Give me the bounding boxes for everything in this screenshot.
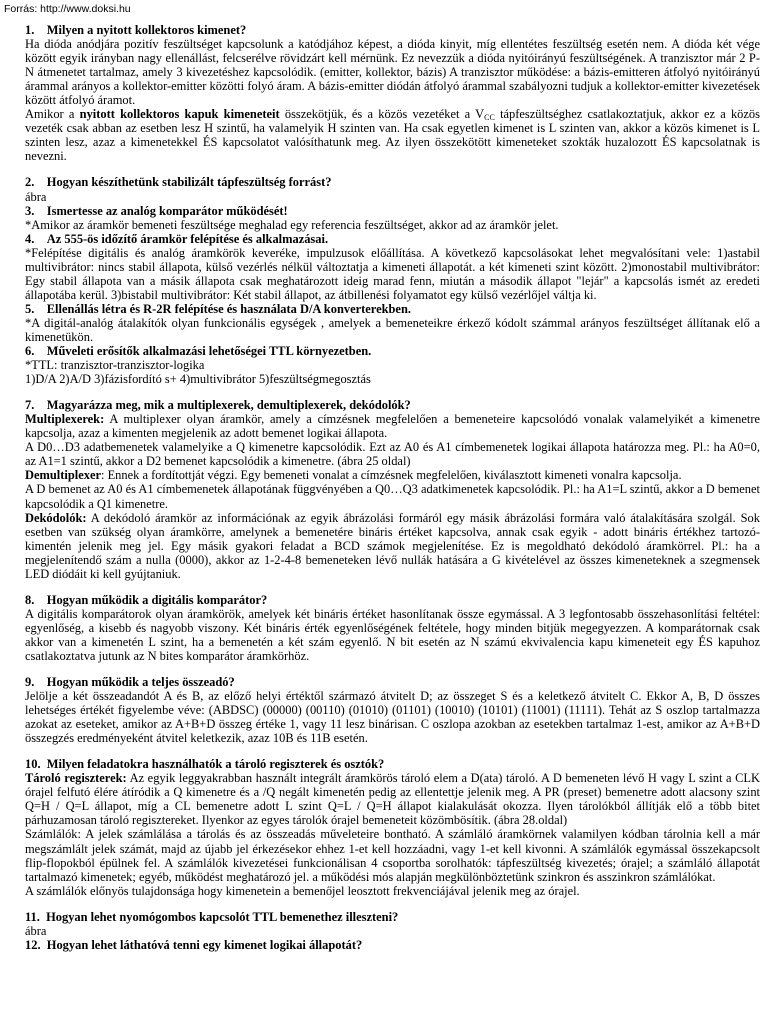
question-3-title: 3. Ismertesse az analóg komparátor működését! bbox=[25, 203, 288, 218]
question-11-paragraph: ábra bbox=[25, 923, 47, 938]
counter-paragraph-2: A számlálók előnyös tulajdonsága hogy kimenetein a bemenőjel leosztott frekvenciájával jelenik meg az órajel. bbox=[25, 883, 580, 898]
text-run: Amikor a bbox=[25, 107, 80, 122]
spacer bbox=[25, 745, 760, 757]
question-5-title: 5. Ellenállás létra és R-2R felépítése és használata D/A konverterekben. bbox=[25, 301, 411, 316]
question-3-paragraph: *Amikor az áramkör bemeneti feszültsége meghalad egy referencia feszültséget, akkor ad az áramkör jelet. bbox=[25, 217, 559, 232]
text-run: tápfeszültséghez csatlakoztatjuk, akkor ez a közös vezeték csak abban az esetben lesz H szintű, ha valamelyik H szinten van. Ha csak egyetlen kimenet is L szinten van, akkor a közös kimenet is L szinten lesz, azaz a kimenetekkel ÉS kapcsolatot valósíthatunk meg. Az ilyen összekötött kimeneteket szokták huzalozott ÉS kapcsolatnak is nevezni. bbox=[25, 107, 760, 164]
text-run: összekötjük, és a közös vezetéket a V bbox=[279, 107, 485, 122]
document-body bbox=[25, 23, 760, 952]
bold-term: Multiplexerek: bbox=[25, 412, 105, 427]
question-7-title: 7. Magyarázza meg, mik a multiplexerek, demultiplexerek, dekódolók? bbox=[25, 398, 411, 413]
question-1-paragraph-2 bbox=[25, 107, 760, 163]
spacer bbox=[25, 663, 760, 675]
register-paragraph bbox=[25, 771, 760, 827]
multiplexer-paragraph-2: A D0…D3 adatbemenetek valamelyike a Q kimenetre kapcsolódik. Ezt az A0 és A1 címbemenetek logikai állapota határozza meg. Pl.: ha A0=0, az A1=1 szintű, akkor a D2 bemenet kapcsolódik a kimenetre. (ábra 25 oldal) bbox=[25, 440, 760, 469]
bold-term: Dekódolók: bbox=[25, 510, 87, 525]
question-9-paragraph: Jelölje a két összeadandót A és B, az előző helyi értéktől származó átvitelt D; az összeget S és a keletkező átvitelt C. Ekkor A, B, D összes lehetséges értékét figyelembe véve: (ABDSC) (00000) (00110) (01010) (01101) (10010) (10101) (11001) (11111). Tehát az S oszlop tartalmazza azokat az eseteket, amikor az A+B+D összeg értéke 1, vagy 11 lesz binárisan. C oszlopa azokban az esetekben tartalmaz 1-est, amikor az A+B+D összegzés eredményeként átvitel keletkezik, azaz 10B és 11B esetén. bbox=[25, 689, 760, 746]
question-4-paragraph: *Felépítése digitális és analóg áramkörök keveréke, impulzusok előállítása. A következő kapcsolásokat lehet megvalósítani vele: 1)astabil multivibrátor: nincs stabil állapota, külső vezérlés nélkül változtatja a kimeneti állapotát. a két kimeneti szint között. 2)monostabil multivibrátor: Egy stabil állapota van a másik állapota csak meghatározott ideig marad fenn, miután a második állapot "lejár" a kapcsolás ismét az eredeti állapotába kerül. 3)bistabil multivibrátor: Két stabil állapot, az átbillenési folyamatot egy külső vezérlőjel váltja ki. bbox=[25, 245, 760, 302]
question-11-title: 11. Hogyan lehet nyomógombos kapcsolót TTL bemenethez illeszteni? bbox=[25, 909, 399, 924]
text-run: Az egyik leggyakrabban használt integrált áramkörös tároló elem a D(ata) tároló. A D bemeneten lévő H vagy L szint a CLK órajel felfutó élére átíródik a Q kimenetre és a /Q negált kimenetén pedig az ellentettje jelenik meg. A PR (preset) bemenetre adott alacsony szint Q=H / Q=L állapot, míg a CL bemenetre adott L szint Q=L / Q=H állapot kialakulását okozza. Ilyen tárolókból állítják elő a több bitet párhuzamosan tároló regisztereket. Ilyenkor az egyes tárolók órajel bemeneteit közömbösítik. (ábra 28.oldal) bbox=[25, 771, 761, 828]
text-run: A multiplexer olyan áramkör, amely a címzésnek megfelelően a bemeneteire kapcsolódó vonalak valamelyikét a kimenetre kapcsolja, azaz a kimenten megjelenik az adott bemenet logikai állapota. bbox=[25, 412, 760, 441]
demultiplexer-paragraph bbox=[25, 468, 760, 482]
question-9-title: 9. Hogyan működik a teljes összeadó? bbox=[25, 675, 235, 690]
spacer bbox=[25, 163, 760, 175]
question-1-paragraph: Ha dióda anódjára pozitív feszültséget kapcsolunk a katódjához képest, a dióda kinyit, míg ellentétes feszültség esetén nem. A dióda két vége között egyik irányban nagy ellenállást, felcserélve rövidzárt kell mérnünk. Ez nevezzük a dióda nyitóirányú feszültségének. A tranzisztor már 2 P-N átmenetet tartalmaz, amely 3 kivezetéshez kapcsolódik. (emitter, kollektor, bázis) A tranzisztor működése: a bázis-emitteren átfolyó nyitóirányú árammal arányos a kollektor-emitter közötti folyó áram. A bázis-emitter diódán átfolyó árammal szabályozni tudjuk a kollektor-emitter kivezetések között átfolyó áramot. bbox=[25, 37, 760, 108]
bold-term: nyitott kollektoros kapuk kimeneteit bbox=[79, 107, 280, 122]
bold-term: Tároló regiszterek: bbox=[25, 771, 127, 786]
question-2-title: 2. Hogyan készíthetünk stabilizált tápfeszültség forrást? bbox=[25, 175, 332, 190]
counter-paragraph: Számlálók: A jelek számlálása a tárolás és az összeadás műveleteire bontható. A számláló áramkörnek valamilyen kódban tárolnia kell a már megszámlált jelek számát, majd az újabb jel érkezésekor ehhez 1-et kell hozzáadni, vagy 1-et kell kivonni. A számlálók egymással összekapcsolt flip-flopokból épülnek fel. A számlálók kivezetései funkcionálisan 4 csoportba sorolhatók: tápfeszültség kivezetés; órajel; a számláló állapotát tartalmazó kimenetek; egyéb, működést meghatározó jel. a működési mós alapján megkülönböztetünk szinkron és asszinkron számlálókat. bbox=[25, 827, 760, 884]
decoder-paragraph bbox=[25, 511, 760, 581]
question-12-title: 12. Hogyan lehet láthatóvá tenni egy kimenet logikai állapotát? bbox=[25, 937, 363, 952]
demultiplexer-paragraph-2: A D bemenet az A0 és A1 címbemenetek állapotának függvényében a Q0…Q3 adatkimenetek kapcsolódik. Pl.: ha A1=L szintű, akkor a D bemenet kapcsolódik a Q1 kimenetre. bbox=[25, 482, 760, 511]
source-line: Forrás: http://www.doksi.hu bbox=[4, 3, 131, 15]
question-10-title: 10. Milyen feladatokra használhatók a tároló regiszterek és osztók? bbox=[25, 757, 385, 772]
question-6-title: 6. Műveleti erősítők alkalmazási lehetőségei TTL környezetben. bbox=[25, 344, 372, 359]
spacer bbox=[25, 581, 760, 593]
spacer bbox=[25, 898, 760, 910]
text-run: A dekódoló áramkör az információnak az egyik ábrázolási formáról egy másik ábrázolási formára való átalakítására szolgál. Sok esetben van szükség olyan áramkörre, amelynek a bemenetére bináris értéket kapcsolva, annak csak egyik - adott bináris értékhez tartozó- kimentén jelenik meg jel. Egy másik gyakori feladat a BCD számok megjelenítése. Ez is megoldható dekódoló áramkörrel. Pl.: ha a megjelenítendő szám a nulla (0000), akkor az 1-2-4-8 bemeneteken lévő nullák hatására a G kivételével az összes kimeneteknek a szegmensek LED diódáit ki kell gyújtaniuk. bbox=[25, 510, 760, 581]
bold-term: Demultiplexer bbox=[25, 468, 101, 483]
multiplexer-paragraph bbox=[25, 412, 760, 440]
question-6-paragraph-2: 1)D/A 2)A/D 3)fázisfordító s+ 4)multivibrátor 5)feszültségmegosztás bbox=[25, 372, 371, 387]
question-2-paragraph: ábra bbox=[25, 189, 47, 204]
question-1-title: 1. Milyen a nyitott kollektoros kimenet? bbox=[25, 23, 247, 37]
question-6-paragraph: *TTL: tranzisztor-tranzisztor-logika bbox=[25, 358, 205, 373]
question-8-title: 8. Hogyan működik a digitális komparátor? bbox=[25, 592, 268, 607]
question-5-paragraph: *A digitál-analóg átalakítók olyan funkcionális egységek , amelyek a bemeneteikre érkező kódolt számmal arányos feszültséget állítanak elő a kimenetükön. bbox=[25, 315, 760, 344]
spacer bbox=[25, 386, 760, 398]
question-4-title: 4. Az 555-ös időzítő áramkör felépítése és alkalmazásai. bbox=[25, 231, 329, 246]
text-run: : Ennek a fordítottját végzi. Egy bemeneti vonalat a címzésnek megfelelően, kiválasztott kimeneti vonalra kapcsolja. bbox=[101, 468, 682, 483]
subscript: CC bbox=[484, 113, 495, 123]
question-8-paragraph: A digitális komparátorok olyan áramkörök, amelyek két bináris értéket hasonlítanak össze egymással. A 3 legfontosabb összehasonlítási feltétel: egyenlőség, a kisebb és nagyobb viszony. Két bináris érték egyenlőségének feltétele, hogy minden bitjük megegyezzen. A komparátornak csak akkor van a kimenetén L szint, ha a bemenetén a két szám egyenlő. N bit esetén az N számú ekvivalencia kapu kimeneteit egy ÉS kapuhoz csatlakoztatva jutunk az N bites komparátor áramkörhöz. bbox=[25, 606, 760, 663]
